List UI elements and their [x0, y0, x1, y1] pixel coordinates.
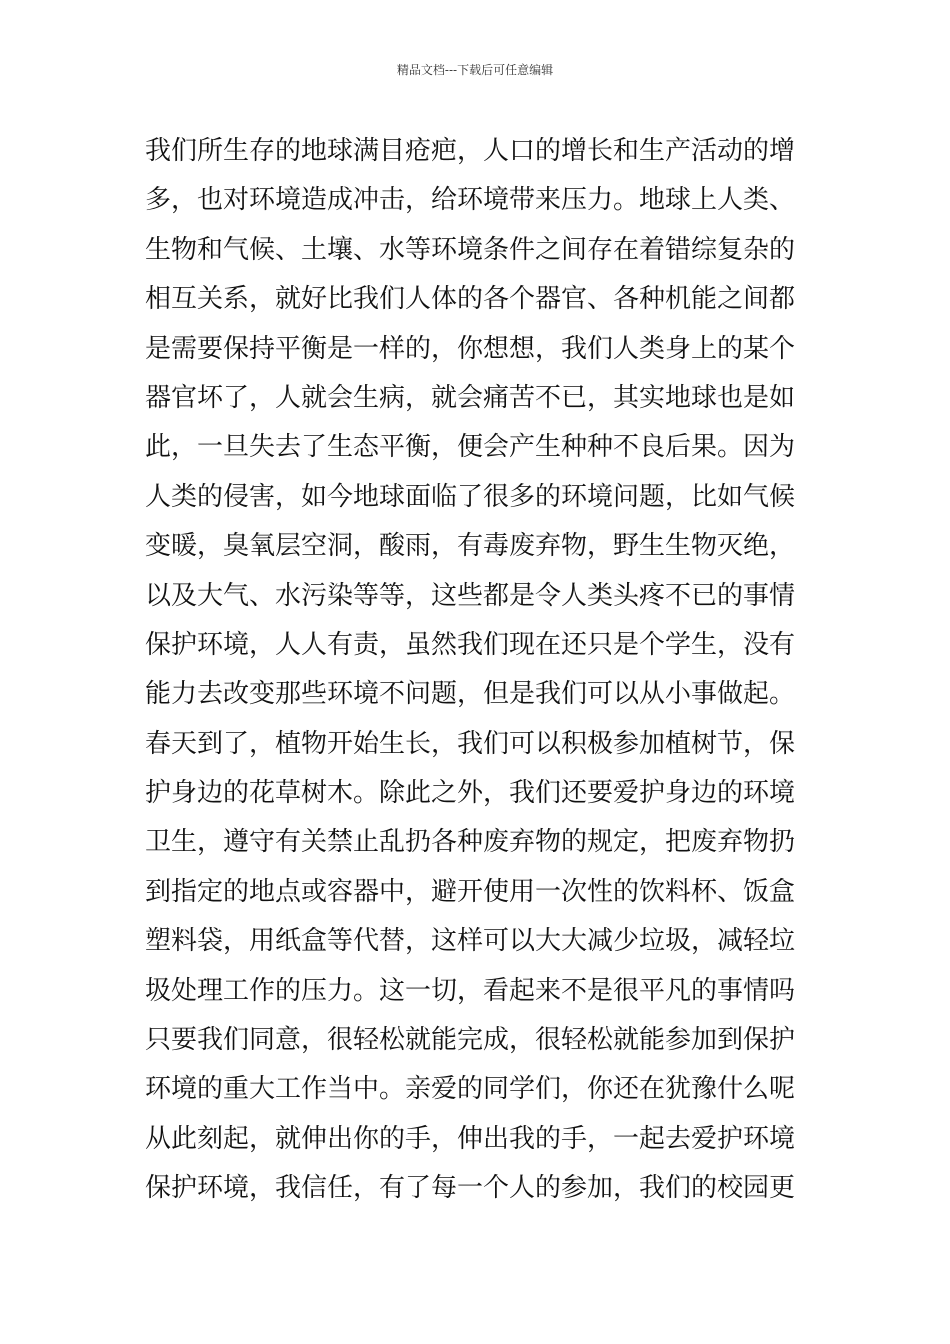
text-line: 卫生，遵守有关禁止乱扔各种废弃物的规定，把废弃物扔 [145, 827, 796, 858]
text-line: 变暖，臭氧层空洞，酸雨，有毒废弃物，野生生物灭绝， [145, 531, 796, 562]
text-line: 保护环境，我信任，有了每一个人的参加，我们的校园更 [145, 1173, 796, 1204]
text-line: 我们所生存的地球满目疮疤，人口的增长和生产活动的增 [145, 136, 796, 166]
text-line: 此，一旦失去了生态平衡，便会产生种种不良后果。因为 [145, 432, 796, 463]
text-line: 保护环境，人人有责，虽然我们现在还只是个学生，没有 [145, 629, 796, 660]
text-line: 多，也对环境造成冲击，给环境带来压力。地球上人类、 [145, 185, 796, 216]
text-line: 以及大气、水污染等等，这些都是令人类头疼不已的事情 [145, 580, 796, 611]
page-header: 精品文档---下载后可任意编辑 [396, 63, 554, 77]
text-line: 环境的重大工作当中。亲爱的同学们，你还在犹豫什么呢 [145, 1074, 796, 1105]
body-paragraph [145, 127, 815, 1214]
text-line: 能力去改变那些环境不问题，但是我们可以从小事做起。 [145, 679, 796, 710]
text-line: 圾处理工作的压力。这一切，看起来不是很平凡的事情吗 [145, 975, 796, 1006]
text-line: 护身边的花草树木。除此之外，我们还要爱护身边的环境 [145, 778, 796, 809]
text-line: 春天到了，植物开始生长，我们可以积极参加植树节，保 [145, 728, 796, 759]
text-line: 到指定的地点或容器中，避开使用一次性的饮料杯、饭盒 [145, 876, 796, 907]
text-line: 生物和气候、土壤、水等环境条件之间存在着错综复杂的 [145, 234, 796, 265]
text-line: 人类的侵害，如今地球面临了很多的环境问题，比如气候 [145, 481, 796, 512]
text-line: 从此刻起，就伸出你的手，伸出我的手，一起去爱护环境 [145, 1123, 796, 1154]
text-line: 相互关系，就好比我们人体的各个器官、各种机能之间都 [145, 284, 796, 315]
text-line: 是需要保持平衡是一样的，你想想，我们人类身上的某个 [145, 333, 796, 364]
text-line: 器官坏了，人就会生病，就会痛苦不已，其实地球也是如 [145, 382, 796, 413]
text-line: 只要我们同意，很轻松就能完成，很轻松就能参加到保护 [145, 1025, 796, 1056]
text-line: 塑料袋，用纸盒等代替，这样可以大大减少垃圾，减轻垃 [145, 926, 796, 957]
